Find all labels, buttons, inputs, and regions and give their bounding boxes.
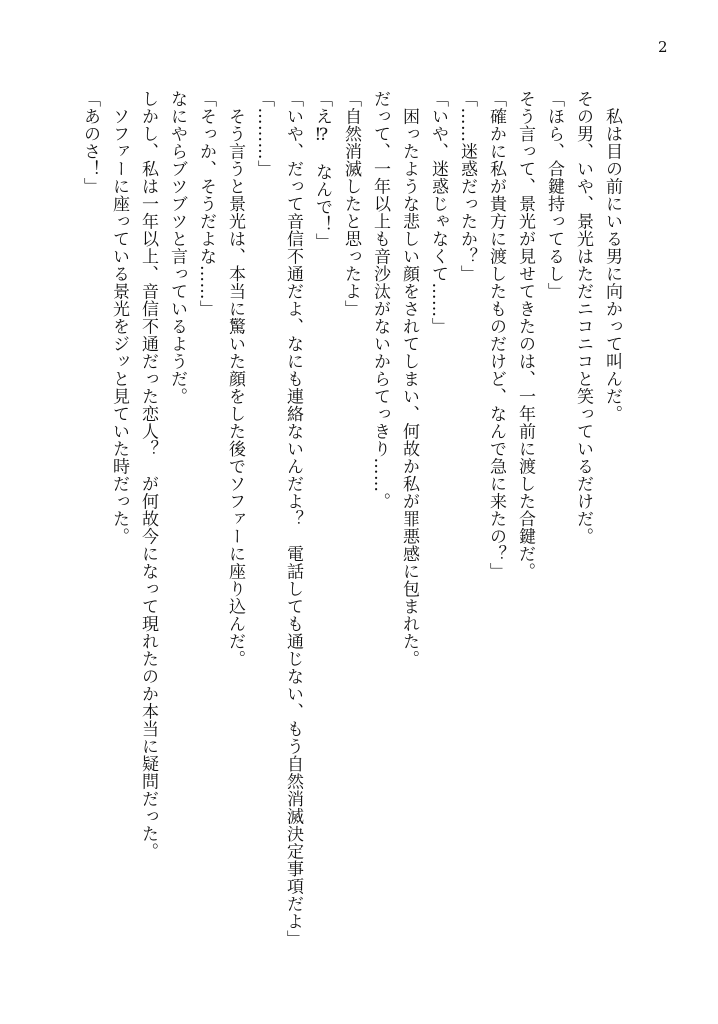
text-line: 「いや、だって音信不通だよ、なにも連絡ないんだよ？ 電話しても通じない、もう自然消滅決定事項だよ」 (283, 90, 303, 948)
text-line: そう言って、景光が見せてきたのは、一年前に渡した合鍵だ。 (515, 90, 535, 580)
text-line: 「そっか、そうだよな……」 (196, 90, 216, 318)
text-line: 「……迷惑だったか？」 (457, 90, 477, 283)
text-line: しかし、私は一年以上、音信不通だった恋人？ が何故今になって現れたのか本当に疑問だった。 (138, 90, 158, 860)
page-number: 2 (658, 38, 668, 56)
text-line: そう言うと景光は、本当に驚いた顔をした後でソファーに座り込んだ。 (225, 90, 245, 668)
text-line: 「ほら、合鍵持ってるし」 (544, 90, 564, 300)
text-line: だって、一年以上も音沙汰がないからてっきり……。 (370, 90, 390, 510)
text-line: その男、いや、景光はただニコニコと笑っているだけだ。 (573, 90, 593, 545)
text-line: 私は目の前にいる男に向かって叫んだ。 (602, 90, 622, 423)
text-line: ソファーに座っている景光をジッと見ていた時だった。 (109, 90, 129, 545)
text-line: 「確かに私が貴方に渡したものだけど、なんで急に来たの？」 (486, 90, 506, 580)
text-line: 困ったような悲しい顔をされてしまい、何故か私が罪悪感に包まれた。 (399, 90, 419, 668)
text-line: 「いや、迷惑じゃなくて……」 (428, 90, 448, 335)
text-line: 「………」 (254, 90, 274, 178)
vertical-text-body (66, 90, 626, 970)
text-line: なにやらブツブツと言っているようだ。 (167, 90, 187, 405)
text-line: 「え⁉ なんで！」 (312, 90, 332, 251)
text-line: 「あのさ！」 (80, 90, 100, 195)
text-line: 「自然消滅したと思ったよ」 (341, 90, 361, 318)
